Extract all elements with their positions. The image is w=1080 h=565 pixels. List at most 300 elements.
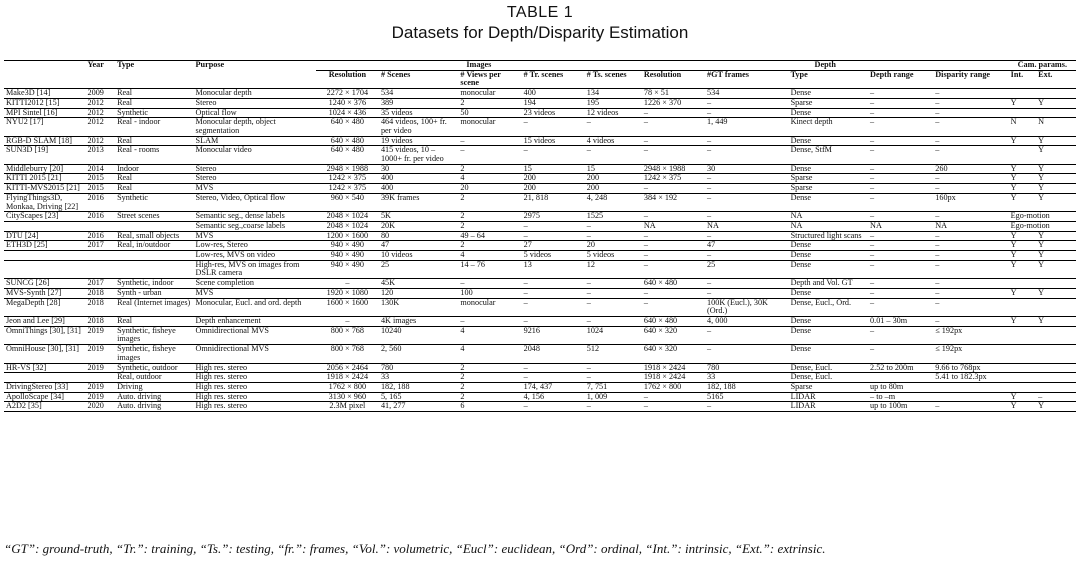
table-row (4, 363, 1076, 373)
cell-type: Driving (115, 382, 193, 392)
cell-purpose: Low-res, Stereo (194, 241, 316, 251)
cell-ext: Y (1036, 402, 1076, 412)
cell-res: 960 × 540 (316, 193, 379, 211)
cell-dtype: NA (789, 221, 868, 231)
cell-ts: 195 (585, 98, 642, 108)
cell-views: – (458, 316, 521, 326)
cell-type: Real (115, 98, 193, 108)
cell-purpose: Stereo (194, 98, 316, 108)
cell-res: 940 × 490 (316, 260, 379, 278)
cell-range: – (868, 184, 933, 194)
cell-disp: – (933, 298, 1008, 316)
cell-int: Y (1009, 174, 1037, 184)
cell-res: – (316, 316, 379, 326)
cell-res: 640 × 480 (316, 136, 379, 146)
cell-year: 2015 (86, 184, 116, 194)
cell-range: – (868, 164, 933, 174)
header-disparity-range: Disparity range (933, 70, 1008, 88)
table-row (4, 89, 1076, 99)
cell-dtype: Sparse (789, 98, 868, 108)
cell-dres: – (642, 108, 705, 118)
cell-name (4, 251, 86, 261)
cell-type: Real, small objects (115, 231, 193, 241)
cell-type: Real (Internet images) (115, 298, 193, 316)
cell-year (86, 260, 116, 278)
table-row (4, 108, 1076, 118)
cell-gt: – (705, 251, 789, 261)
cell-dres: – (642, 251, 705, 261)
cell-scenes: 80 (379, 231, 458, 241)
cell-name: A2D2 [35] (4, 402, 86, 412)
cell-disp: – (933, 279, 1008, 289)
cell-res: 2056 × 2464 (316, 363, 379, 373)
cell-purpose: MVS (194, 184, 316, 194)
cell-scenes: 130K (379, 298, 458, 316)
cell-ts: 20 (585, 241, 642, 251)
cell-disp: – (933, 184, 1008, 194)
cell-name: DTU [24] (4, 231, 86, 241)
cell-scenes: 4K images (379, 316, 458, 326)
header-name-blank (4, 70, 86, 88)
cell-views: – (458, 146, 521, 164)
cell-int: Y (1009, 241, 1037, 251)
table-row (4, 316, 1076, 326)
cell-gt: – (705, 212, 789, 222)
cell-int (1009, 279, 1037, 289)
cell-name: HR-VS [32] (4, 363, 86, 373)
cell-gt: – (705, 193, 789, 211)
cell-year: 2017 (86, 279, 116, 289)
cell-dres: – (642, 184, 705, 194)
table-row (4, 98, 1076, 108)
cell-tr: 15 (522, 164, 585, 174)
cell-type: Real, outdoor (115, 373, 193, 383)
cell-scenes: 2, 560 (379, 345, 458, 363)
cell-range (868, 373, 933, 383)
cell-ext: Y (1036, 98, 1076, 108)
cell-gt: 5165 (705, 392, 789, 402)
cell-gt: 100K (Eucl.), 30K (Ord.) (705, 298, 789, 316)
cell-purpose: Monocular video (194, 146, 316, 164)
cell-range: – (868, 193, 933, 211)
cell-res: 1762 × 800 (316, 382, 379, 392)
cell-ts: – (585, 316, 642, 326)
cell-ts: – (585, 363, 642, 373)
cell-scenes: 389 (379, 98, 458, 108)
cell-views: 2 (458, 193, 521, 211)
cell-int (1009, 298, 1037, 316)
cell-name: DrivingStereo [33] (4, 382, 86, 392)
cell-disp: 5.41 to 182.3px (933, 373, 1008, 383)
cell-purpose: Semantic seg., dense labels (194, 212, 316, 222)
header-depth-range: Depth range (868, 70, 933, 88)
cell-year: 2015 (86, 174, 116, 184)
cell-dtype: LIDAR (789, 392, 868, 402)
cell-ts: 1525 (585, 212, 642, 222)
cell-disp: – (933, 98, 1008, 108)
cell-range: – (868, 212, 933, 222)
cell-range: – (868, 260, 933, 278)
cell-year: 2018 (86, 288, 116, 298)
cell-name (4, 221, 86, 231)
cell-purpose: Stereo (194, 164, 316, 174)
cell-dtype: Dense (789, 260, 868, 278)
cell-ext (1036, 345, 1076, 363)
cell-type: Auto. driving (115, 402, 193, 412)
cell-year: 2016 (86, 231, 116, 241)
cell-scenes: 41, 277 (379, 402, 458, 412)
cell-tr: – (522, 118, 585, 136)
cell-ext (1036, 279, 1076, 289)
cell-views: 4 (458, 251, 521, 261)
cell-name: Make3D [14] (4, 89, 86, 99)
cell-type: Synthetic, indoor (115, 279, 193, 289)
cell-int (1009, 345, 1037, 363)
cell-range: up to 80m (868, 382, 933, 392)
cell-res: 800 × 768 (316, 345, 379, 363)
cell-tr: 27 (522, 241, 585, 251)
header-image-resolution: Resolution (316, 70, 379, 88)
cell-purpose: Monocular depth (194, 89, 316, 99)
cell-ext: Y (1036, 316, 1076, 326)
cell-scenes: 20K (379, 221, 458, 231)
cell-gt: – (705, 146, 789, 164)
cell-scenes: 120 (379, 288, 458, 298)
cell-range: – (868, 279, 933, 289)
cell-name: FlyingThings3D, Monkaa, Driving [22] (4, 193, 86, 211)
cell-type (115, 251, 193, 261)
cell-res: 1600 × 1600 (316, 298, 379, 316)
header-extrinsic: Ext. (1036, 70, 1076, 88)
cell-purpose: Depth enhancement (194, 316, 316, 326)
cell-year: 2016 (86, 212, 116, 222)
cell-dtype: NA (789, 212, 868, 222)
cell-views: 20 (458, 184, 521, 194)
cell-purpose: High res. stereo (194, 363, 316, 373)
table-label: TABLE 1 (506, 4, 574, 21)
cell-tr: 23 videos (522, 108, 585, 118)
table-row (4, 382, 1076, 392)
cell-purpose: Low-res, MVS on video (194, 251, 316, 261)
cell-type: Street scenes (115, 212, 193, 222)
cell-int (1009, 108, 1037, 118)
cell-name: CityScapes [23] (4, 212, 86, 222)
cell-year: 2018 (86, 298, 116, 316)
cell-ts: 1, 009 (585, 392, 642, 402)
cell-ext (1036, 108, 1076, 118)
cell-res: – (316, 279, 379, 289)
cell-int: Y (1009, 98, 1037, 108)
table-row (4, 184, 1076, 194)
cell-ext: Y (1036, 288, 1076, 298)
cell-tr: – (522, 363, 585, 373)
cell-dtype: Dense (789, 108, 868, 118)
header-name (4, 61, 86, 71)
cell-ts: 512 (585, 345, 642, 363)
table-row (4, 298, 1076, 316)
cell-scenes: 10 videos (379, 251, 458, 261)
cell-range: – (868, 345, 933, 363)
cell-dres: – (642, 212, 705, 222)
cell-purpose: Omnidirectional MVS (194, 326, 316, 344)
cell-dres: 640 × 480 (642, 279, 705, 289)
cell-tr: – (522, 316, 585, 326)
cell-dres: 640 × 320 (642, 326, 705, 344)
cell-range: 2.52 to 200m (868, 363, 933, 373)
cell-views: 2 (458, 221, 521, 231)
cell-views: 50 (458, 108, 521, 118)
cell-gt: – (705, 402, 789, 412)
table-row (4, 146, 1076, 164)
cell-scenes: 19 videos (379, 136, 458, 146)
cell-dres: NA (642, 221, 705, 231)
cell-res: 1920 × 1080 (316, 288, 379, 298)
cell-range: – (868, 98, 933, 108)
cell-scenes: 400 (379, 184, 458, 194)
cell-scenes: 10240 (379, 326, 458, 344)
cell-purpose: Semantic seg.,coarse labels (194, 221, 316, 231)
cell-purpose: Omnidirectional MVS (194, 345, 316, 363)
cell-views: – (458, 279, 521, 289)
cell-disp: – (933, 118, 1008, 136)
cell-type: Synthetic, fisheye images (115, 326, 193, 344)
cell-gt: – (705, 174, 789, 184)
table-row (4, 174, 1076, 184)
cell-dtype: LIDAR (789, 402, 868, 412)
cell-tr: 200 (522, 184, 585, 194)
cell-dres: – (642, 288, 705, 298)
cell-year: 2020 (86, 402, 116, 412)
cell-tr: 15 videos (522, 136, 585, 146)
cell-ext: Y (1036, 231, 1076, 241)
cell-ext: Y (1036, 193, 1076, 211)
cell-ts: 15 (585, 164, 642, 174)
cell-disp: – (933, 174, 1008, 184)
cell-scenes: 39K frames (379, 193, 458, 211)
cell-tr: 200 (522, 174, 585, 184)
cell-purpose: SLAM (194, 136, 316, 146)
cell-res: 940 × 490 (316, 241, 379, 251)
cell-ts: – (585, 221, 642, 231)
cell-tr: 13 (522, 260, 585, 278)
cell-dtype: Dense (789, 326, 868, 344)
cell-purpose: High res. stereo (194, 373, 316, 383)
cell-name: KITTI-MVS2015 [21] (4, 184, 86, 194)
cell-name: MPI Sintel [16] (4, 108, 86, 118)
cell-year: 2019 (86, 363, 116, 373)
cell-ext: N (1036, 118, 1076, 136)
cell-gt: 4, 000 (705, 316, 789, 326)
cell-ts: – (585, 231, 642, 241)
cell-year: 2013 (86, 146, 116, 164)
cell-range: – to –m (868, 392, 933, 402)
cell-disp: – (933, 251, 1008, 261)
cell-type (115, 260, 193, 278)
cell-int: Y (1009, 392, 1037, 402)
cell-scenes: 30 (379, 164, 458, 174)
cell-year: 2012 (86, 108, 116, 118)
cell-res: 2048 × 1024 (316, 212, 379, 222)
cell-purpose: High res. stereo (194, 402, 316, 412)
cell-scenes: 780 (379, 363, 458, 373)
cell-res: 1240 × 376 (316, 98, 379, 108)
cell-ext: Y (1036, 184, 1076, 194)
cell-range: – (868, 136, 933, 146)
cell-ts: – (585, 298, 642, 316)
cell-int (1009, 326, 1037, 344)
cell-gt: 182, 188 (705, 382, 789, 392)
cell-tr: – (522, 402, 585, 412)
cell-ts: 200 (585, 174, 642, 184)
cell-dres: – (642, 392, 705, 402)
cell-dres: – (642, 146, 705, 164)
cell-name: Middleburry [20] (4, 164, 86, 174)
cell-res: 940 × 490 (316, 251, 379, 261)
cell-name: ETH3D [25] (4, 241, 86, 251)
cell-gt: – (705, 136, 789, 146)
cell-disp: 160px (933, 193, 1008, 211)
cell-tr: – (522, 231, 585, 241)
cell-views: 2 (458, 373, 521, 383)
cell-name: OmniHouse [30], [31] (4, 345, 86, 363)
cell-range: – (868, 326, 933, 344)
cell-dres: – (642, 118, 705, 136)
cell-int: Y (1009, 231, 1037, 241)
cell-res: 2948 × 1988 (316, 164, 379, 174)
cell-scenes: 47 (379, 241, 458, 251)
cell-scenes: 35 videos (379, 108, 458, 118)
cell-disp: NA (933, 221, 1008, 231)
cell-type: Real (115, 136, 193, 146)
cell-ts: 7, 751 (585, 382, 642, 392)
cell-views: 4 (458, 345, 521, 363)
cell-range: – (868, 298, 933, 316)
cell-dtype: Dense, StfM (789, 146, 868, 164)
cell-res: 3130 × 960 (316, 392, 379, 402)
table-row (4, 279, 1076, 289)
header-test-scenes: # Ts. scenes (585, 70, 642, 88)
header-group-row (4, 61, 1076, 71)
table-row (4, 402, 1076, 412)
cell-name (4, 260, 86, 278)
cell-int (1009, 382, 1037, 392)
cell-tr: 5 videos (522, 251, 585, 261)
cell-ext: Y (1036, 136, 1076, 146)
cell-gt: NA (705, 221, 789, 231)
cell-name: OmniThings [30], [31] (4, 326, 86, 344)
table-row (4, 326, 1076, 344)
cell-dtype: Dense (789, 251, 868, 261)
cell-tr: – (522, 298, 585, 316)
cell-dres: – (642, 136, 705, 146)
cell-disp: – (933, 212, 1008, 222)
cell-name: RGB-D SLAM [18] (4, 136, 86, 146)
table-row (4, 193, 1076, 211)
cell-ts: – (585, 373, 642, 383)
cell-dres: 640 × 320 (642, 345, 705, 363)
cell-int: N (1009, 118, 1037, 136)
cell-name: SUN3D [19] (4, 146, 86, 164)
cell-gt: – (705, 279, 789, 289)
cell-dres: – (642, 298, 705, 316)
cell-gt: 780 (705, 363, 789, 373)
cell-type: Indoor (115, 164, 193, 174)
cell-gt: – (705, 326, 789, 344)
cell-year: 2012 (86, 118, 116, 136)
cell-ts: 4, 248 (585, 193, 642, 211)
cell-views: monocular (458, 89, 521, 99)
cell-tr: 194 (522, 98, 585, 108)
cell-purpose: Stereo (194, 174, 316, 184)
cell-res: 2.3M pixel (316, 402, 379, 412)
table-row (4, 392, 1076, 402)
cell-type: Synthetic, fisheye images (115, 345, 193, 363)
table-row (4, 221, 1076, 231)
cell-dtype: Dense, Eucl., Ord. (789, 298, 868, 316)
cell-tr: – (522, 373, 585, 383)
cell-dres: 384 × 192 (642, 193, 705, 211)
cell-disp: – (933, 260, 1008, 278)
cell-gt: 33 (705, 373, 789, 383)
cell-ts: 12 videos (585, 108, 642, 118)
cell-dres: – (642, 241, 705, 251)
cell-disp: – (933, 146, 1008, 164)
cell-gt: – (705, 345, 789, 363)
cell-gt: – (705, 288, 789, 298)
header-gt-frames: #GT frames (705, 70, 789, 88)
cell-dtype: Dense (789, 345, 868, 363)
cell-scenes: 25 (379, 260, 458, 278)
cell-ext: Y (1036, 164, 1076, 174)
cell-type: Auto. driving (115, 392, 193, 402)
cell-views: 4 (458, 174, 521, 184)
header-group-cam-params: Cam. params. (1009, 61, 1076, 71)
cell-range: – (868, 231, 933, 241)
cell-ext (1036, 298, 1076, 316)
cell-tr: 2975 (522, 212, 585, 222)
cell-dtype: Dense (789, 241, 868, 251)
cell-gt: – (705, 231, 789, 241)
cell-scenes: 33 (379, 373, 458, 383)
cell-dres: 1762 × 800 (642, 382, 705, 392)
cell-views: 4 (458, 326, 521, 344)
cell-tr: 21, 818 (522, 193, 585, 211)
cell-year: 2009 (86, 89, 116, 99)
cell-ext: – (1036, 392, 1076, 402)
table-row (4, 345, 1076, 363)
cell-ext: Y (1036, 241, 1076, 251)
cell-gt: 534 (705, 89, 789, 99)
cell-dtype: Sparse (789, 174, 868, 184)
cell-dres: 2948 × 1988 (642, 164, 705, 174)
cell-dres: – (642, 231, 705, 241)
cell-range: – (868, 241, 933, 251)
cell-int: Y (1009, 402, 1037, 412)
cell-ts: – (585, 146, 642, 164)
cell-purpose: Stereo, Video, Optical flow (194, 193, 316, 211)
cell-ext: Y (1036, 174, 1076, 184)
cell-int: Y (1009, 184, 1037, 194)
cell-dres: 78 × 51 (642, 89, 705, 99)
cell-views: 2 (458, 392, 521, 402)
cell-gt: 1, 449 (705, 118, 789, 136)
cell-views: 2 (458, 363, 521, 373)
cell-ts: – (585, 118, 642, 136)
cell-disp: – (933, 316, 1008, 326)
table-row (4, 136, 1076, 146)
cell-name: NYU2 [17] (4, 118, 86, 136)
cell-int: Y (1009, 288, 1037, 298)
